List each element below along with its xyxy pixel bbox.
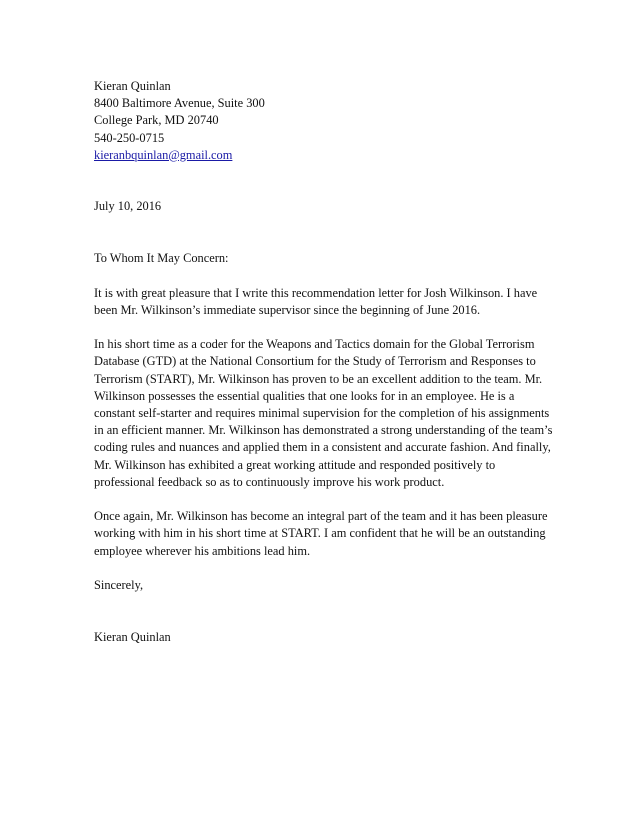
closing: Sincerely, [94,578,144,593]
letter-date: July 10, 2016 [94,199,162,214]
sender-city: College Park, MD 20740 [94,113,219,128]
salutation: To Whom It May Concern: [94,251,229,266]
sender-phone: 540-250-0715 [94,130,165,145]
body-paragraph-1: It is with great pleasure that I write this recommendation letter for Josh Wilkinson. I have been Mr. Wilkinson’s immediate supervisor since the beginning of June 2016. [94,285,538,317]
recommendation-letter [94,78,554,646]
body-paragraph-3: Once again, Mr. Wilkinson has become an integral part of the team and it has been pleasure working with him in his short time at START. I am confident that he will be an outstanding employee wherever his ambitions lead him. [94,509,548,558]
sender-email-link[interactable]: kieranbquinlan@gmail.com [94,147,233,162]
sender-street: 8400 Baltimore Avenue, Suite 300 [94,96,265,111]
sender-name: Kieran Quinlan [94,79,171,93]
sender-address-block [94,78,554,164]
body-paragraph-2: In his short time as a coder for the Weapons and Tactics domain for the Global Terrorism Database (GTD) at the National Consortium for the Study of Terrorism and Responses to Terrorism (START), Mr. Wilkinson has proven to be an excellent addition to the team. Mr. Wilkinson possesses the essential qualities that one looks for in an employee. He is a constant self-starter and requires minimal supervision for the completion of his assignments in an efficient manner. Mr. Wilkinson has demonstrated a strong understanding of the team’s coding rules and nuances and applied them in a consistent and accurate fashion. And finally, Mr. Wilkinson has exhibited a great working attitude and responded positively to professional feedback so as to continuously improve his work product. [94,337,553,489]
signature-name: Kieran Quinlan [94,629,171,644]
